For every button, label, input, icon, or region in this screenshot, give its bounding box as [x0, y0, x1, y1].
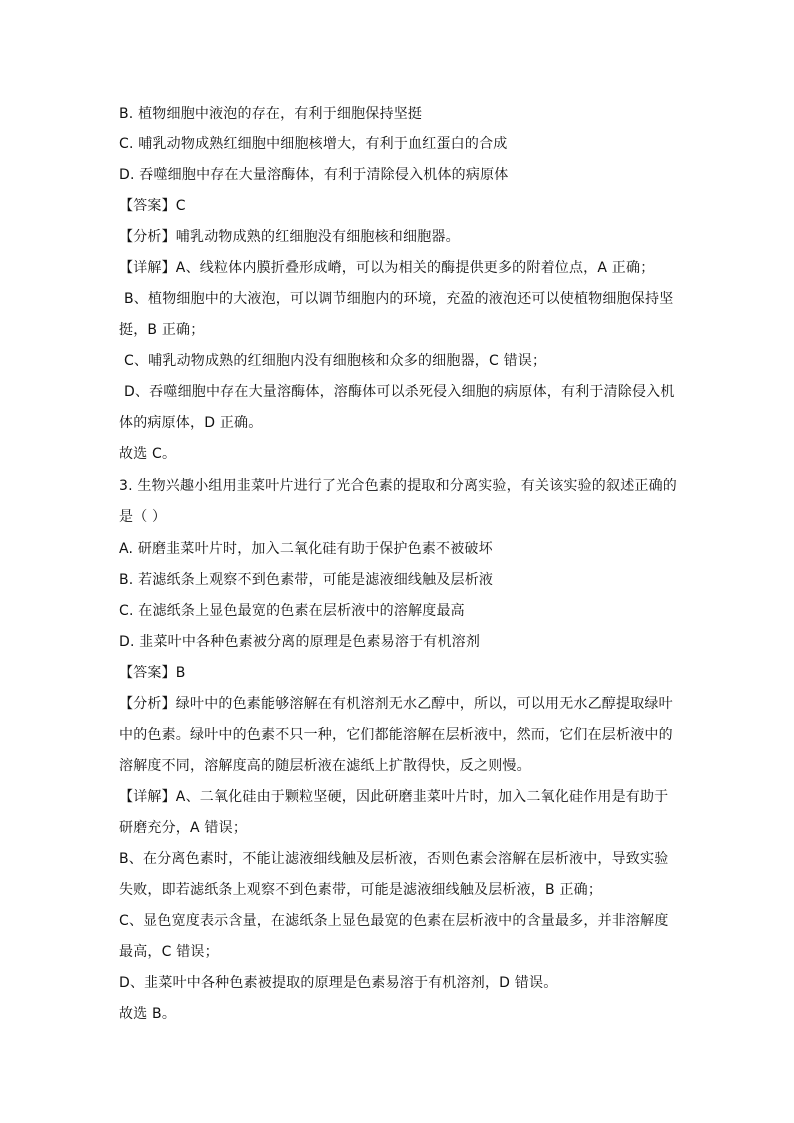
q2-detail-c: C、哺乳动物成熟的红细胞内没有细胞核和众多的细胞器，C 错误； — [124, 353, 547, 369]
q2-option-b: B. 植物细胞中液泡的存在，有利于细胞保持坚挺 — [119, 106, 423, 122]
q3-detail-c-line2: 最高，C 错误； — [119, 944, 219, 960]
q3-option-c: C. 在滤纸条上显色最宽的色素在层析液中的溶解度最高 — [119, 603, 465, 619]
q3-detail-b-line2: 失败，即若滤纸条上观察不到色素带，可能是滤液细线触及层析液，B 正确； — [119, 882, 603, 898]
q3-option-b: B. 若滤纸条上观察不到色素带，可能是滤液细线触及层析液 — [119, 572, 494, 588]
q2-detail-d-line2: 体的病原体，D 正确。 — [119, 415, 263, 431]
q3-detail-a-line2: 研磨充分，A 错误； — [119, 820, 248, 836]
q2-answer: 【答案】C — [119, 198, 186, 214]
q3-stem-line1: 3. 生物兴趣小组用韭菜叶片进行了光合色素的提取和分离实验，有关该实验的叙述正确的 — [119, 478, 678, 494]
q3-detail-b-line1: B、在分离色素时，不能让滤液细线触及层析液，否则色素会溶解在层析液中，导致实验 — [119, 851, 669, 867]
q3-option-d: D. 韭菜叶中各种色素被分离的原理是色素易溶于有机溶剂 — [119, 634, 481, 650]
q2-option-d: D. 吞噬细胞中存在大量溶酶体，有利于清除侵入机体的病原体 — [119, 167, 509, 183]
q3-stem-line2: 是（ ） — [119, 509, 167, 525]
q2-detail-b-line1: B、植物细胞中的大液泡，可以调节细胞内的环境，充盈的液泡还可以使植物细胞保持坚 — [124, 291, 674, 307]
q2-detail-a: 【详解】A、线粒体内膜折叠形成嵴，可以为相关的酶提供更多的附着位点，A 正确； — [119, 260, 655, 276]
q3-conclusion: 故选 B。 — [119, 1006, 177, 1022]
q3-answer: 【答案】B — [119, 665, 186, 681]
q3-option-a: A. 研磨韭菜叶片时，加入二氧化硅有助于保护色素不被破坏 — [119, 541, 493, 557]
q3-detail-a-line1: 【详解】A、二氧化硅由于颗粒坚硬，因此研磨韭菜叶片时，加入二氧化硅作用是有助于 — [119, 789, 669, 805]
q3-detail-d: D、韭菜叶中各种色素被提取的原理是色素易溶于有机溶剂，D 错误。 — [119, 975, 558, 991]
q2-conclusion: 故选 C。 — [119, 446, 177, 462]
q2-analysis: 【分析】哺乳动物成熟的红细胞没有细胞核和细胞器。 — [119, 229, 460, 245]
q3-analysis-line3: 溶解度不同，溶解度高的随层析液在滤纸上扩散得快，反之则慢。 — [119, 758, 531, 774]
q2-detail-d-line1: D、吞噬细胞中存在大量溶酶体，溶酶体可以杀死侵入细胞的病原体，有利于清除侵入机 — [124, 384, 675, 400]
q2-detail-b-line2: 挺，B 正确； — [119, 322, 205, 338]
q3-detail-c-line1: C、显色宽度表示含量，在滤纸条上显色最宽的色素在层析液中的含量最多，并非溶解度 — [119, 913, 669, 929]
q3-analysis-line1: 【分析】绿叶中的色素能够溶解在有机溶剂无水乙醇中，所以，可以用无水乙醇提取绿叶 — [119, 696, 673, 712]
q3-analysis-line2: 中的色素。绿叶中的色素不只一种，它们都能溶解在层析液中，然而，它们在层析液中的 — [119, 727, 673, 743]
q2-option-c: C. 哺乳动物成熟红细胞中细胞核增大，有利于血红蛋白的合成 — [119, 136, 508, 152]
